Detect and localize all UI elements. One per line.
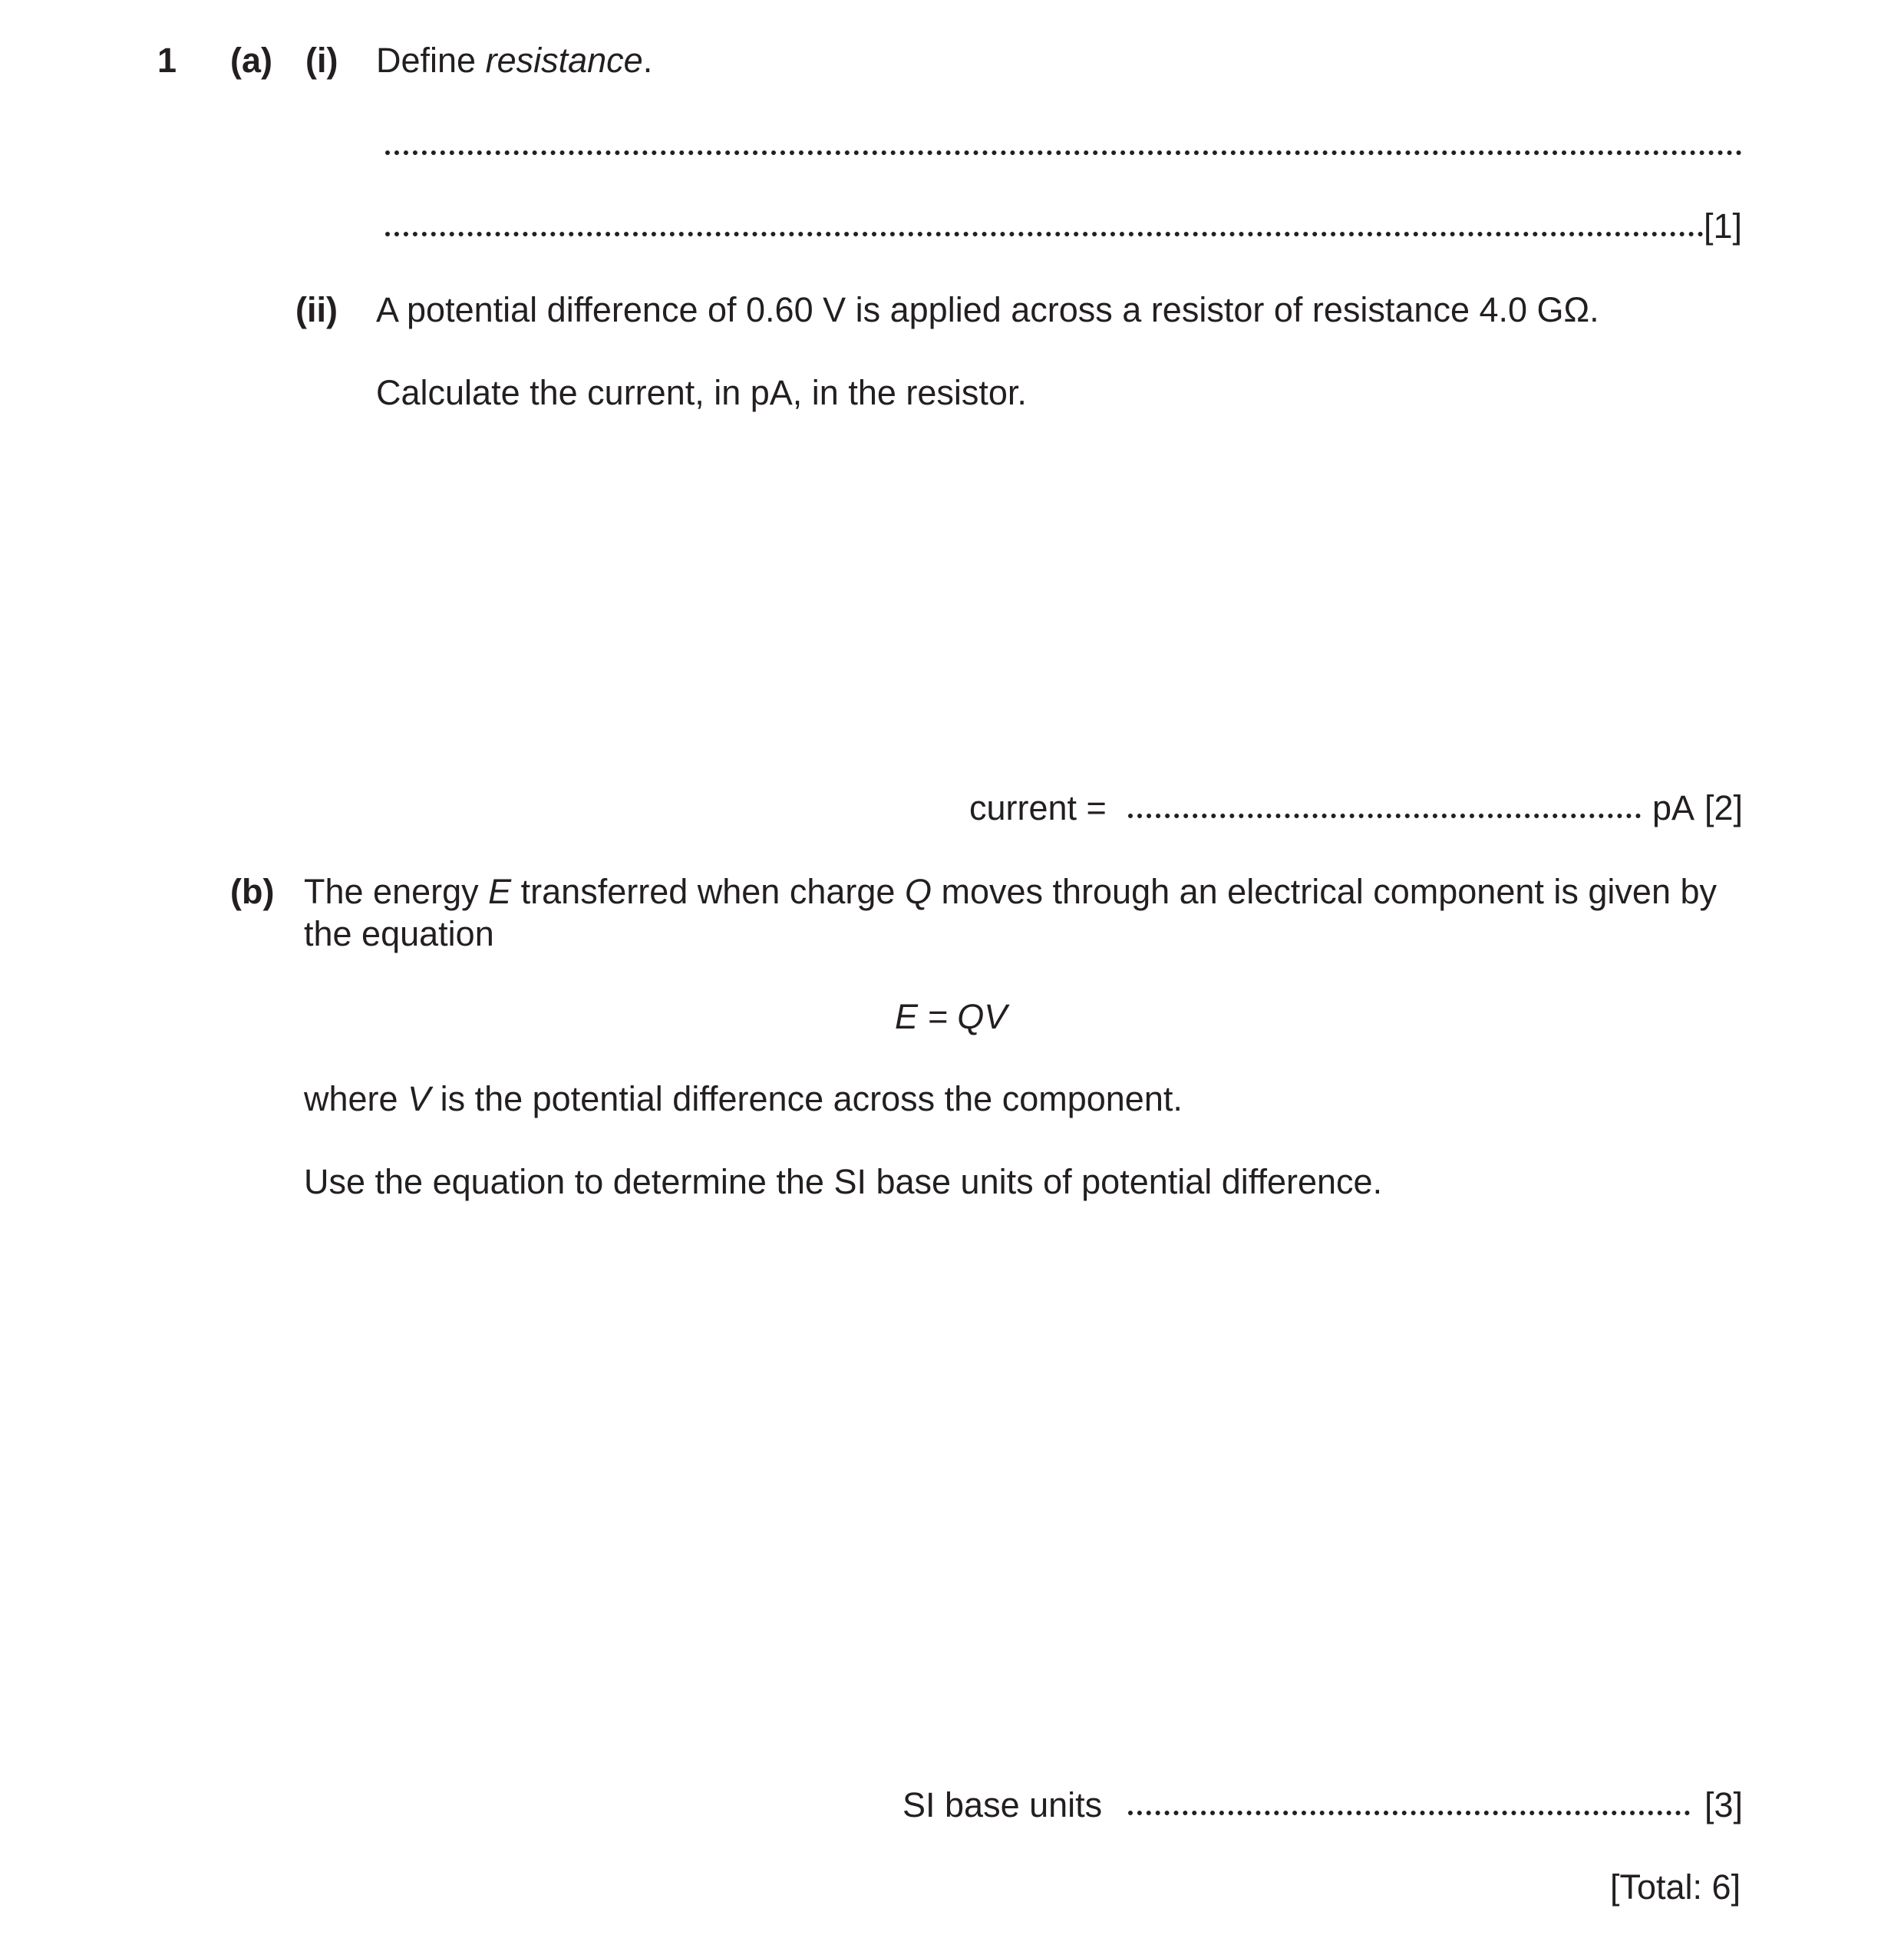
part-b-intro-text-1: The energy bbox=[304, 872, 489, 911]
current-answer-line[interactable] bbox=[1128, 814, 1641, 818]
mark-b: [3] bbox=[1704, 1785, 1744, 1824]
answer-line-a-i-1[interactable] bbox=[385, 150, 1742, 155]
part-b-instruction: Use the equation to determine the SI base units of potential difference. bbox=[304, 1162, 1383, 1201]
where-prefix: where bbox=[304, 1079, 408, 1118]
part-a-i-text-suffix: . bbox=[642, 41, 653, 80]
si-units-answer-label: SI base units bbox=[903, 1785, 1103, 1824]
equation: E = QV bbox=[895, 997, 1008, 1036]
var-v: V bbox=[408, 1079, 431, 1118]
part-a-i-question bbox=[376, 40, 652, 81]
part-b-intro-line2: the equation bbox=[304, 914, 494, 953]
part-a-i-term: resistance bbox=[485, 41, 643, 80]
total-marks: [Total: 6] bbox=[1610, 1867, 1741, 1907]
var-e: E bbox=[488, 872, 512, 911]
part-a-ii-instruction: Calculate the current, in pA, in the resistor. bbox=[376, 373, 1027, 412]
part-b-where bbox=[304, 1078, 1183, 1120]
part-a-i-text-prefix: Define bbox=[376, 41, 486, 80]
current-answer-label: current = bbox=[969, 788, 1107, 827]
current-answer-unit: pA bbox=[1652, 788, 1695, 827]
part-a-ii-statement: A potential difference of 0.60 V is applied across a resistor of resistance 4.0 GΩ. bbox=[376, 290, 1599, 329]
part-b-intro-line1 bbox=[304, 871, 1717, 913]
mark-a-ii: [2] bbox=[1704, 788, 1744, 827]
part-a-label: (a) bbox=[230, 41, 272, 80]
si-units-answer-line[interactable] bbox=[1128, 1811, 1690, 1815]
part-a-i-label: (i) bbox=[305, 41, 338, 80]
part-b-intro-text-3: moves through an electrical component is given by bbox=[931, 872, 1717, 911]
part-b-label: (b) bbox=[230, 872, 275, 911]
var-q: Q bbox=[904, 872, 932, 911]
where-suffix: is the potential difference across the component. bbox=[431, 1079, 1183, 1118]
answer-line-a-i-2[interactable] bbox=[385, 232, 1704, 236]
question-number: 1 bbox=[157, 41, 177, 80]
part-b-intro-text-2: transferred when charge bbox=[511, 872, 905, 911]
mark-a-i: [1] bbox=[1704, 206, 1743, 246]
part-a-ii-label: (ii) bbox=[295, 290, 338, 329]
